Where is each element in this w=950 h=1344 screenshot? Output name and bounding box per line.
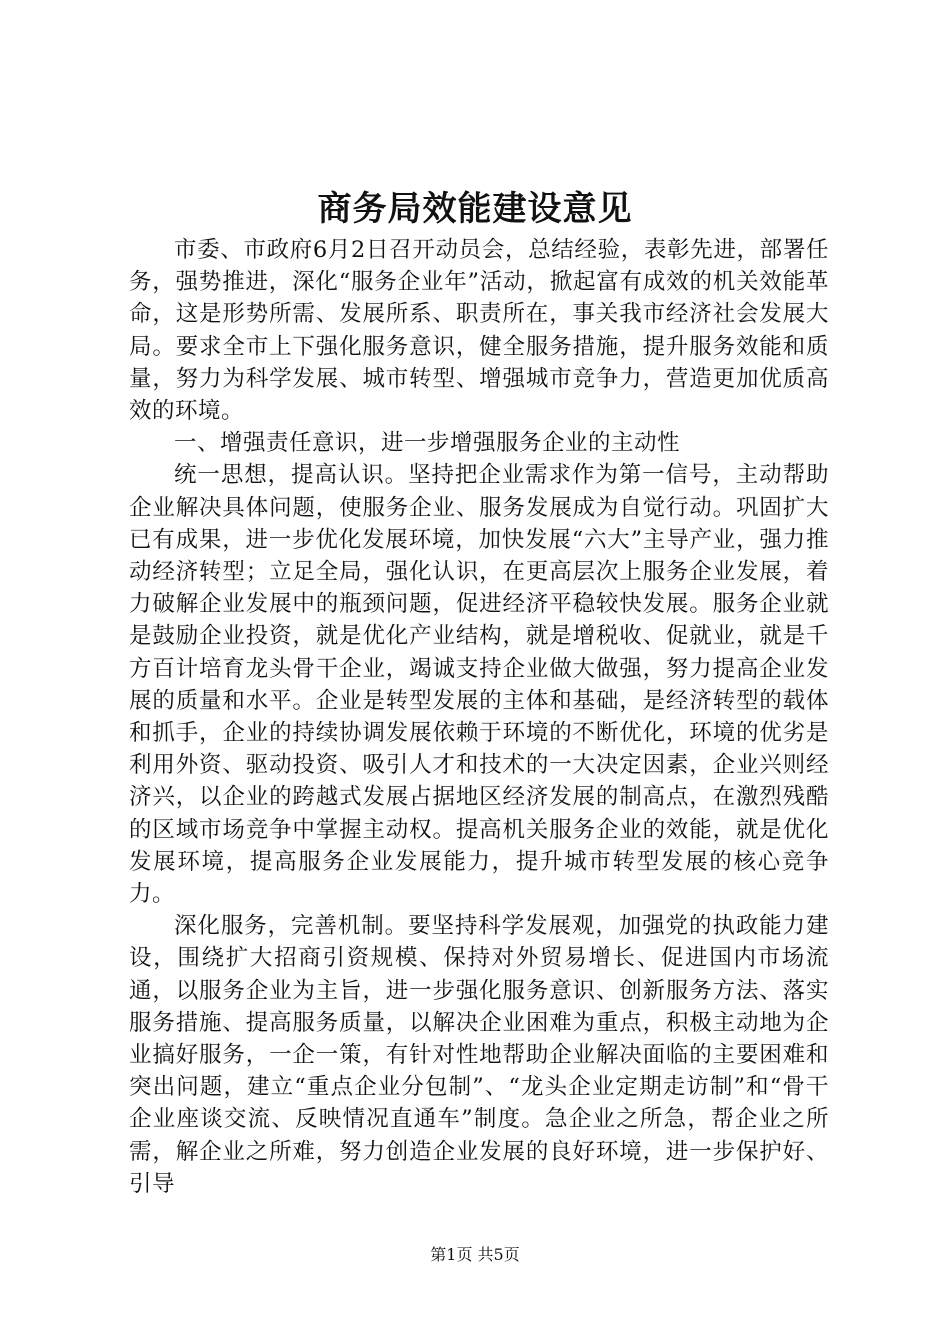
document-title: 商务局效能建设意见 bbox=[317, 189, 633, 229]
body-paragraph-deepen-service: 深化服务，完善机制。要坚持科学发展观，加强党的执政能力建设，围绕扩大招商引资规模、保持对外贸易增长、促进国内市场流通，以服务企业为主旨，进一步强化服务意识、创新服务方法、落实服务措施、提高服务质量，以解决企业困难为重点，积极主动地为企业搞好服务，一企一策，有针对性地帮助企业解决面临的主要困难和突出问题，建立“重点企业分包制”、“龙头企业定期走访制”和“骨干企业座谈交流、反映情况直通车”制度。急企业之所急，帮企业之所需，解企业之所难，努力创造企业发展的良好环境，进一步保护好、引导 bbox=[129, 913, 829, 1197]
page-number-indicator: 第1页 共5页 bbox=[430, 1245, 520, 1264]
body-paragraph-intro: 市委、市政府6月2日召开动员会，总结经验，表彰先进，部署任务，强势推进，深化“服务企业年”活动，掀起富有成效的机关效能革命，这是形势所需、发展所系、职责所在，事关我市经济社会发展大局。要求全市上下强化服务意识，健全服务措施，提升服务效能和质量，努力为科学发展、城市转型、增强城市竞争力，营造更加优质高效的环境。 bbox=[129, 237, 829, 425]
body-paragraph-unify-thinking: 统一思想，提高认识。坚持把企业需求作为第一信号，主动帮助企业解决具体问题，使服务企业、服务发展成为自觉行动。巩固扩大已有成果，进一步优化发展环境，加快发展“六大”主导产业，强力推动经济转型；立足全局，强化认识，在更高层次上服务企业发展，着力破解企业发展中的瓶颈问题，促进经济平稳较快发展。服务企业就是鼓励企业投资，就是优化产业结构，就是增税收、促就业，就是千方百计培育龙头骨干企业，竭诚支持企业做大做强，努力提高企业发展的质量和水平。企业是转型发展的主体和基础，是经济转型的载体和抓手，企业的持续协调发展依赖于环境的不断优化，环境的优劣是利用外资、驱动投资、吸引人才和技术的一大决定因素，企业兴则经济兴，以企业的跨越式发展占据地区经济发展的制高点，在激烈残酷的区域市场竞争中掌握主动权。提高机关服务企业的效能，就是优化发展环境，提高服务企业发展能力，提升城市转型发展的核心竞争力。 bbox=[129, 462, 829, 908]
section-heading-1: 一、增强责任意识，进一步增强服务企业的主动性 bbox=[174, 430, 681, 457]
document-body bbox=[129, 234, 829, 1200]
page-footer bbox=[0, 1244, 950, 1266]
